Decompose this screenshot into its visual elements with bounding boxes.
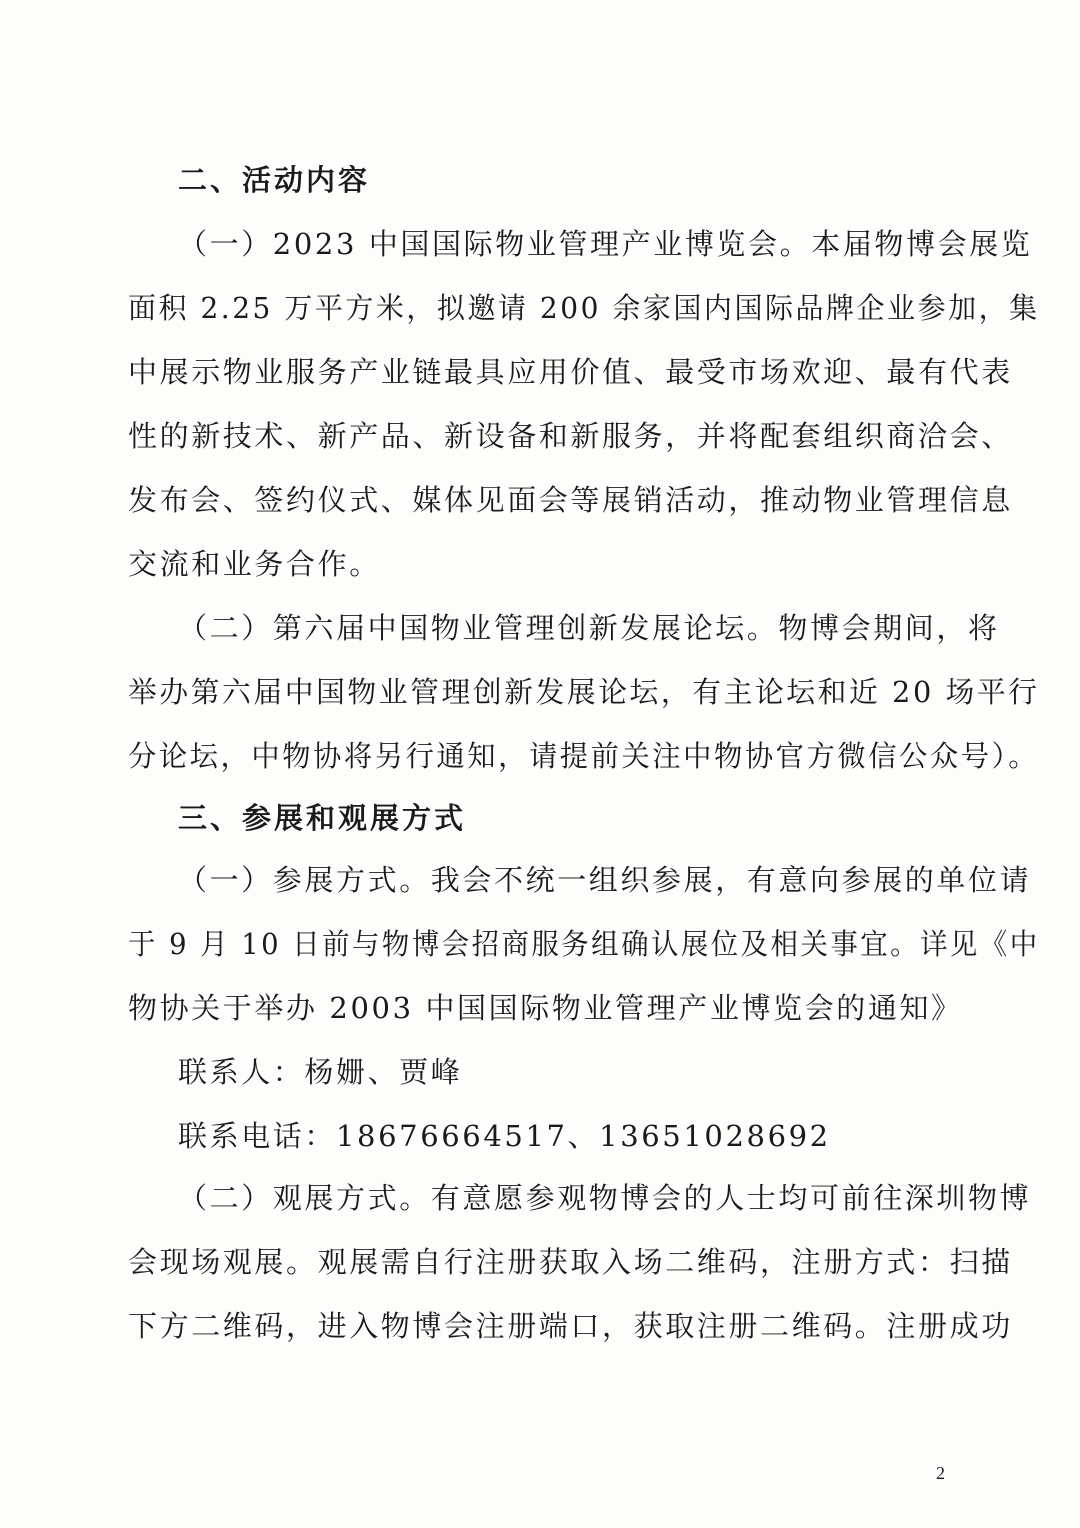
contact-phone: 联系电话：18676664517、13651028692: [178, 1119, 831, 1153]
paragraph-line: 会现场观展。观展需自行注册获取入场二维码，注册方式：扫描: [128, 1245, 1013, 1279]
paragraph-line: （二）第六届中国物业管理创新发展论坛。物博会期间，将: [178, 611, 1000, 645]
paragraph-line: （一）参展方式。我会不统一组织参展，有意向参展的单位请: [178, 863, 1032, 897]
paragraph-line: 分论坛，中物协将另行通知，请提前关注中物协官方微信公众号）。: [128, 739, 1040, 773]
paragraph-line: 发布会、签约仪式、媒体见面会等展销活动，推动物业管理信息: [128, 483, 1013, 517]
contact-person: 联系人：杨姗、贾峰: [178, 1055, 463, 1089]
paragraph-line: 举办第六届中国物业管理创新发展论坛，有主论坛和近 20 场平行: [128, 675, 1040, 709]
paragraph-line: 物协关于举办 2003 中国国际物业管理产业博览会的通知》: [128, 991, 963, 1025]
paragraph-line: 性的新技术、新产品、新设备和新服务，并将配套组织商洽会、: [128, 419, 1013, 453]
paragraph-line: 面积 2.25 万平方米，拟邀请 200 余家国内国际品牌企业参加，集: [128, 291, 1040, 325]
paragraph-line: （一）2023 中国国际物业管理产业博览会。本届物博会展览: [178, 227, 1033, 261]
section-heading-exhibition: 三、参展和观展方式: [178, 801, 467, 835]
paragraph-line: 于 9 月 10 日前与物博会招商服务组确认展位及相关事宜。详见《中: [128, 927, 1040, 961]
paragraph-line: 下方二维码，进入物博会注册端口，获取注册二维码。注册成功: [128, 1309, 1013, 1343]
paragraph-line: 中展示物业服务产业链最具应用价值、最受市场欢迎、最有代表: [128, 355, 1013, 389]
paragraph-line: （二）观展方式。有意愿参观物博会的人士均可前往深圳物博: [178, 1181, 1032, 1215]
page-number: 2: [936, 1463, 945, 1483]
section-heading-activities: 二、活动内容: [178, 163, 371, 197]
paragraph-line: 交流和业务合作。: [128, 547, 381, 581]
